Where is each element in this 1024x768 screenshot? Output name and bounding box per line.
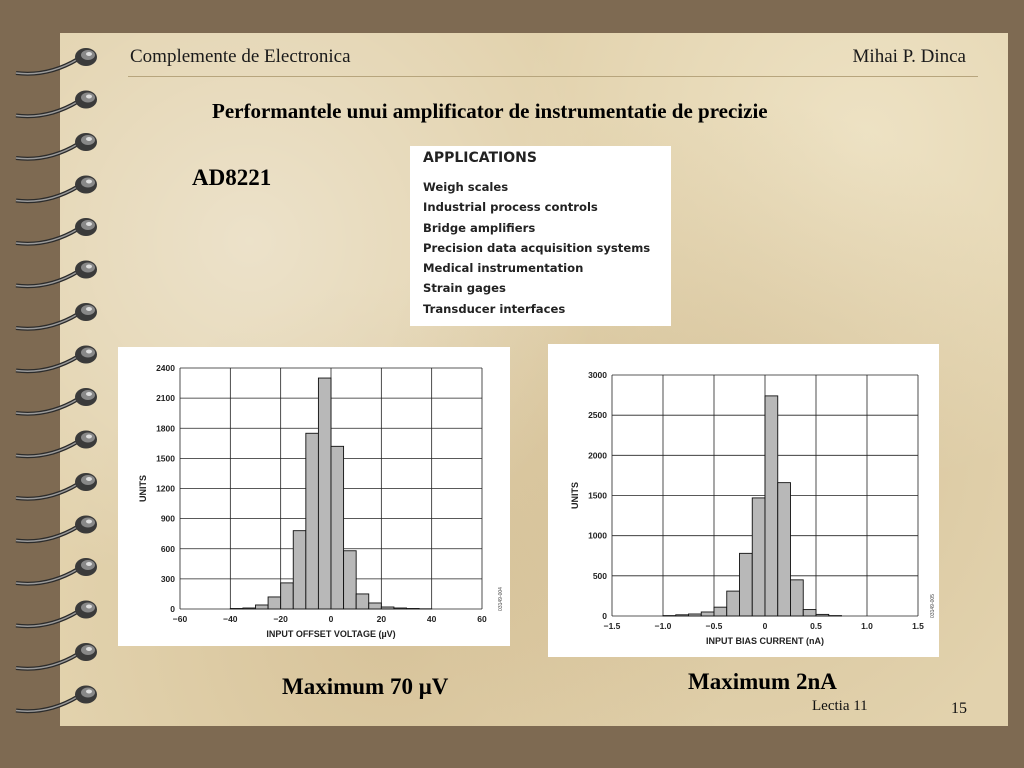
ring-wire-highlight bbox=[16, 697, 78, 712]
ring-shine bbox=[86, 392, 92, 396]
y-axis-label: UNITS bbox=[570, 482, 580, 509]
binding-ring bbox=[16, 686, 97, 712]
slide-title: Performantele unui amplificator de instrumentatie de precizie bbox=[212, 99, 768, 123]
ring-wire-highlight bbox=[16, 314, 78, 329]
ring-wire-highlight bbox=[16, 187, 78, 202]
y-tick-label: 1800 bbox=[156, 423, 175, 434]
caption-bias-current: Maximum 2nA bbox=[688, 669, 837, 694]
binding-ring bbox=[16, 261, 97, 287]
spiral-binding bbox=[8, 38, 108, 718]
list-item: Industrial process controls bbox=[423, 200, 598, 215]
y-tick-label: 2400 bbox=[156, 363, 175, 373]
list-item: Bridge amplifiers bbox=[423, 220, 536, 235]
ring-wire-highlight bbox=[16, 102, 78, 117]
ring-wire-highlight bbox=[16, 399, 78, 414]
x-axis-label: INPUT OFFSET VOLTAGE (µV) bbox=[266, 629, 396, 639]
histogram-bar bbox=[689, 614, 702, 616]
ring-shine bbox=[86, 180, 92, 184]
caption-offset-voltage: Maximum 70 μV bbox=[282, 674, 449, 699]
binding-ring bbox=[16, 601, 97, 627]
histogram-bar bbox=[293, 531, 306, 609]
histogram-bar bbox=[714, 607, 727, 616]
binding-ring bbox=[16, 558, 97, 584]
y-tick-label: 2000 bbox=[588, 450, 607, 461]
footer-lecture: Lectia 11 bbox=[812, 698, 868, 714]
binding-ring bbox=[16, 516, 97, 542]
figure-id-label: 03149-004 bbox=[498, 587, 504, 611]
histogram-bar bbox=[727, 591, 740, 616]
binding-ring bbox=[16, 303, 97, 329]
y-tick-label: 2500 bbox=[588, 410, 607, 421]
x-tick-label: 0 bbox=[328, 614, 334, 624]
list-item: Transducer interfaces bbox=[423, 301, 566, 316]
ring-wire-highlight bbox=[16, 527, 78, 542]
histogram-bar bbox=[306, 433, 319, 609]
ring-wire-highlight bbox=[16, 272, 78, 287]
figure-id-label: 03149-005 bbox=[930, 594, 936, 618]
y-axis-label: UNITS bbox=[138, 475, 148, 502]
histogram-bar bbox=[268, 597, 281, 609]
applications-box bbox=[410, 146, 671, 326]
binding-ring bbox=[16, 643, 97, 669]
histogram-bar bbox=[281, 583, 294, 609]
list-item: Medical instrumentation bbox=[423, 261, 584, 276]
histogram-bar bbox=[752, 498, 765, 616]
x-axis-label: INPUT BIAS CURRENT (nA) bbox=[706, 636, 824, 646]
y-tick-label: 3000 bbox=[588, 370, 607, 380]
y-tick-label: 1500 bbox=[156, 453, 175, 464]
part-number: AD8221 bbox=[192, 165, 272, 190]
binding-ring bbox=[16, 218, 97, 244]
ring-shine bbox=[86, 350, 92, 354]
page-number: 15 bbox=[951, 700, 967, 717]
ring-wire-highlight bbox=[16, 229, 78, 244]
histogram-bar bbox=[318, 378, 331, 609]
binding-ring bbox=[16, 388, 97, 414]
histogram-bar bbox=[243, 608, 256, 609]
y-tick-label: 0 bbox=[170, 604, 175, 614]
binding-ring bbox=[16, 48, 97, 74]
list-item: Precision data acquisition systems bbox=[423, 240, 651, 255]
x-tick-label: 20 bbox=[376, 614, 387, 624]
ring-shine bbox=[86, 520, 92, 524]
ring-wire-highlight bbox=[16, 357, 78, 372]
ring-wire-highlight bbox=[16, 484, 78, 499]
histogram-bar bbox=[778, 483, 791, 616]
binding-ring bbox=[16, 346, 97, 372]
binding-ring bbox=[16, 473, 97, 499]
x-tick-label: 1.5 bbox=[912, 621, 924, 631]
x-tick-label: −1.5 bbox=[603, 621, 621, 631]
ring-wire-highlight bbox=[16, 569, 78, 584]
x-tick-label: 0.5 bbox=[810, 621, 822, 631]
offset-voltage-chart-svg bbox=[118, 347, 510, 646]
binding-ring bbox=[16, 133, 97, 159]
histogram-bar bbox=[791, 580, 804, 616]
y-tick-label: 0 bbox=[602, 611, 607, 621]
y-tick-label: 300 bbox=[160, 573, 175, 584]
ring-shine bbox=[86, 477, 92, 481]
ring-shine bbox=[86, 647, 92, 651]
binding-ring bbox=[16, 91, 97, 117]
histogram-bar bbox=[344, 551, 357, 609]
x-tick-label: 1.0 bbox=[861, 621, 873, 631]
y-tick-label: 1500 bbox=[588, 490, 607, 501]
list-item: Strain gages bbox=[423, 281, 506, 296]
ring-shine bbox=[86, 435, 92, 439]
x-tick-label: −60 bbox=[172, 614, 188, 624]
ring-shine bbox=[86, 52, 92, 56]
ring-shine bbox=[86, 137, 92, 141]
bias-current-histogram bbox=[548, 344, 939, 657]
y-tick-label: 1000 bbox=[588, 530, 607, 541]
histogram-bar bbox=[381, 607, 394, 609]
histogram-bar bbox=[816, 614, 829, 616]
x-tick-label: −1.0 bbox=[654, 621, 672, 631]
ring-shine bbox=[86, 265, 92, 269]
histogram-bar bbox=[701, 612, 714, 616]
x-tick-label: −40 bbox=[223, 614, 238, 624]
ring-shine bbox=[86, 307, 92, 311]
y-tick-label: 600 bbox=[160, 543, 175, 554]
x-tick-label: 60 bbox=[477, 614, 487, 624]
histogram-bar bbox=[230, 608, 243, 609]
y-tick-label: 1200 bbox=[156, 483, 175, 494]
ring-shine bbox=[86, 95, 92, 99]
bias-current-chart-svg bbox=[548, 344, 939, 657]
binding-ring bbox=[16, 176, 97, 202]
histogram-bar bbox=[740, 553, 753, 616]
histogram-bar bbox=[765, 396, 778, 616]
x-tick-label: 40 bbox=[426, 614, 437, 624]
offset-voltage-histogram bbox=[118, 347, 510, 646]
ring-wire-highlight bbox=[16, 654, 78, 669]
header-course-title: Complemente de Electronica bbox=[130, 46, 351, 67]
ring-shine bbox=[86, 605, 92, 609]
applications-list bbox=[423, 177, 650, 319]
applications-title: APPLICATIONS bbox=[423, 150, 537, 166]
x-tick-label: −20 bbox=[273, 614, 288, 624]
ring-shine bbox=[86, 562, 92, 566]
ring-shine bbox=[86, 690, 92, 694]
y-tick-label: 900 bbox=[160, 513, 175, 524]
histogram-bar bbox=[369, 603, 382, 609]
y-tick-label: 2100 bbox=[156, 393, 175, 404]
histogram-bar bbox=[407, 608, 420, 609]
histogram-bar bbox=[331, 446, 344, 609]
y-tick-label: 500 bbox=[592, 570, 607, 581]
list-item: Weigh scales bbox=[423, 180, 509, 194]
histogram-bar bbox=[394, 608, 407, 609]
ring-wire-highlight bbox=[16, 144, 78, 159]
x-tick-label: −0.5 bbox=[705, 621, 723, 631]
x-tick-label: 0 bbox=[762, 621, 768, 631]
binding-ring bbox=[16, 431, 97, 457]
ring-wire-highlight bbox=[16, 612, 78, 627]
header-author: Mihai P. Dinca bbox=[852, 46, 966, 67]
histogram-bar bbox=[256, 605, 269, 609]
ring-shine bbox=[86, 222, 92, 226]
ring-wire-highlight bbox=[16, 442, 78, 457]
histogram-bar bbox=[803, 610, 816, 616]
histogram-bar bbox=[676, 615, 689, 616]
header-divider bbox=[128, 76, 978, 77]
ring-wire-highlight bbox=[16, 59, 78, 74]
histogram-bar bbox=[356, 594, 369, 609]
